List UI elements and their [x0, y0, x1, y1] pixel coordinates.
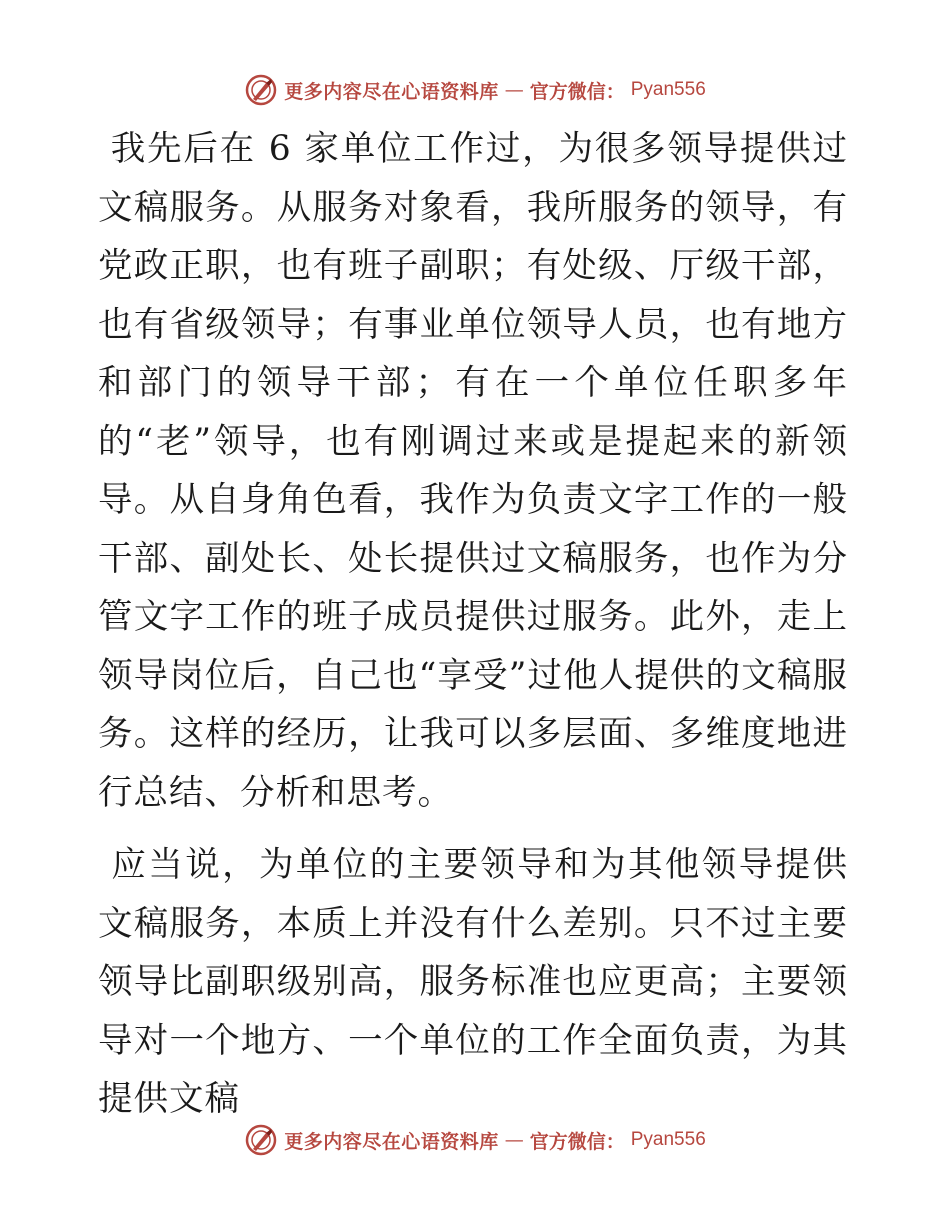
paragraph [98, 836, 848, 1129]
paragraph-text: 应当说，为单位的主要领导和为其他领导提供文稿服务，本质上并没有什么差别。只不过主要领导比副职级别高，服务标准也应更高；主要领导对一个地方、一个单位的工作全面负责，为其提供文稿 [98, 845, 848, 1119]
footer-banner [0, 1120, 950, 1160]
separator-dash: — [504, 79, 524, 101]
brand-text: 更多内容尽在心语资料库 [284, 80, 499, 103]
paragraph-text: 我先后在 6 家单位工作过，为很多领导提供过文稿服务。从服务对象看，我所服务的领导，有党政正职，也有班子副职；有处级、厅级干部，也有省级领导；有事业单位领导人员，也有地方和部门的领导干部；有在一个单位任职多年的“老”领导，也有刚调过来或是提起来的新领导。从自身角色看，我作为负责文字工作的一般干部、副处长、处长提供过文稿服务，也作为分管文字工作的班子成员提供过服务。此外，走上领导岗位后，自己也“享受”过他人提供的文稿服务。这样的经历，让我可以多层面、多维度地进行总结、分析和思考。 [98, 129, 848, 813]
separator-dash: — [504, 1129, 524, 1151]
wechat-label: 官方微信： [529, 80, 625, 103]
logo-icon [244, 1123, 278, 1157]
wechat-id: Pyan556 [630, 1129, 706, 1150]
paragraph [98, 120, 848, 822]
document-body [98, 120, 848, 1129]
wechat-id: Pyan556 [630, 79, 706, 100]
wechat-label: 官方微信： [529, 1130, 625, 1153]
header-banner [0, 70, 950, 110]
logo-icon [244, 73, 278, 107]
brand-text: 更多内容尽在心语资料库 [284, 1130, 499, 1153]
